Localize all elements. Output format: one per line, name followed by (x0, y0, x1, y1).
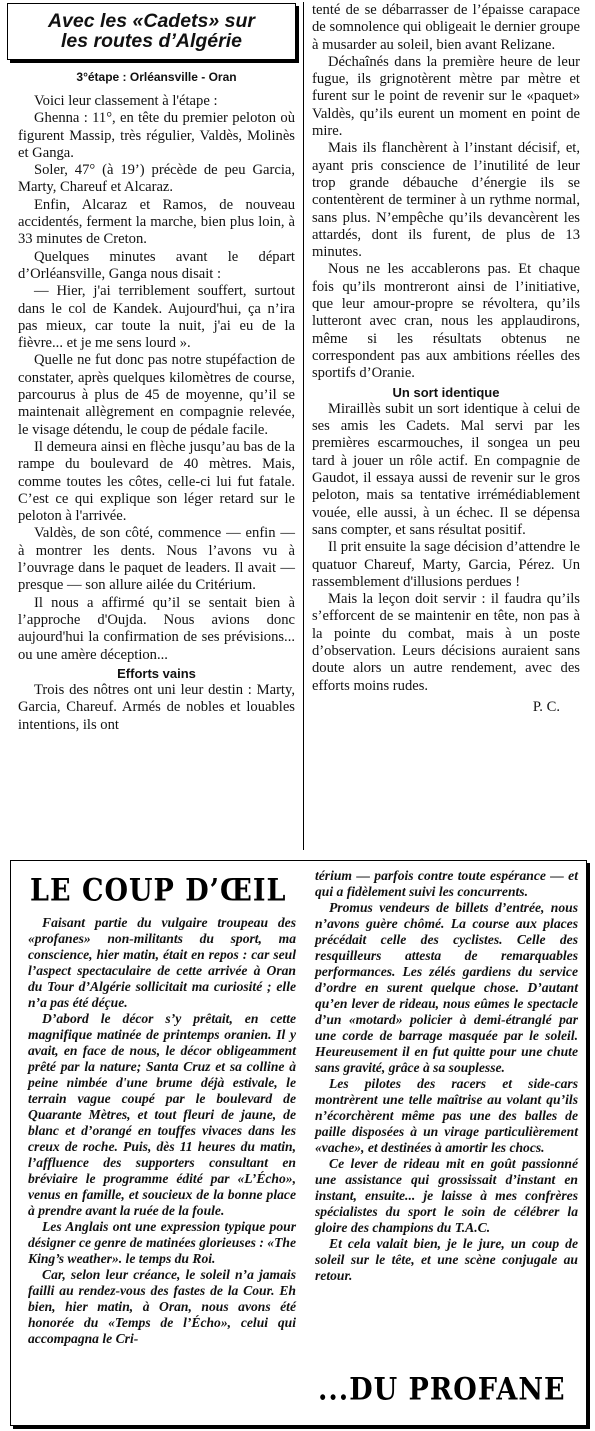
subheading-efforts-vains: Efforts vains (117, 665, 196, 681)
paragraph: Mais ils flanchèrent à l’instant décisif, et, ayant pris conscience de l’inutilité de leur trop grande débauche d’énergie ils se contentèrent de terminer à un rythme normal, sans plus. N’empêche qu’ils devancèrent les attardés, dont ils furent, de plus de 13 minutes. (312, 140, 580, 261)
column-divider (303, 2, 304, 850)
paragraph: Mais la leçon doit servir : il faudra qu’ils s’efforcent de se maintenir en tête, non pas à la pointe du combat, mais à un poste d’observation. Leurs décisions auraient sans doute alors un autre rendement, avec des efforts moins rudes. (312, 591, 580, 694)
paragraph: D’abord le décor s’y prêtait, en cette magnifique matinée de printemps oranien. Il y avait, en face de nous, le décor obligeamment prêté par la nature; Santa Cruz et sa colline à peine nimbée d'une brume déjà estivale, le terrain vague coupé par le boulevard de Quarante Mètres, et tout fleuri de jaune, de blanc et d’orangé en touffes vivaces dans les creux de roche. Puis, dès 11 heures du matin, l’affluence des supporters consultant en bréviaire le programme édité par «L’Écho», venus en famille, et soucieux de la bonne place à prendre avant la ruée de la foule. (28, 1011, 296, 1218)
paragraph: Déchaînés dans la première heure de leur fugue, ils grignotèrent mètre par mètre et furent sur le point de revenir sur le «paquet» Valdès, qu’ils eurent un moment en point de mire. (312, 53, 580, 140)
paragraph: Car, selon leur créance, le soleil n’a jamais failli au rendez-vous des fastes de la Cour. Eh bien, hier matin, à Oran, nous avons été honorée du «Temps de l’Écho», celui qui accompagna le Cri- (28, 1267, 296, 1346)
paragraph: Miraillès subit un sort identique à celui de ses amis les Cadets. Mal servi par les premières escarmouches, il songea un peu tard à jouer un rôle actif. En compagnie de Gaudot, il essaya aussi de revenir sur le gros peloton, mais sa tentative irrémédiablement vouée, elle aussi, à un échec. Il se dépensa sans compter, et sans résultat positif. (312, 400, 580, 538)
subheading-un-sort-identique: Un sort identique (392, 384, 500, 400)
paragraph: Promus vendeurs de billets d’entrée, nous n’avons guère chômé. La course aux places précédait celle des cyclistes. Celle des resquilleurs attesta de remarquables performances. Les zélés gardiens du service d’ordre en surent quelque chose. D’autant qu’en lever de rideau, nous eûmes le spectacle d’un «motard» policier à demi-étranglé par une corde de barrage masquée par le soleil. Heureusement il en fut quitte pour une chute sans gravité, grâce à sa souplesse. (315, 900, 578, 1075)
signature: P. C. (532, 698, 560, 715)
paragraph: Voici leur classement à l'étape : (34, 93, 218, 109)
paragraph: Les pilotes des racers et side-cars montrèrent une telle maîtrise au volant qu’ils n’écorchèrent même pas une des balles de paille disposées à un virage particulièrement «vache», et destinées à amortir les chocs. (315, 1076, 578, 1155)
paragraph: Quelle ne fut donc pas notre stupéfaction de constater, après quelques kilomètres de course, parcourus à plus de 45 de moyenne, qu’il se maintenait allègrement en compagnie relevée, le visage détendu, le coup de pédale facile. (18, 352, 295, 438)
paragraph: Et cela valait bien, je le jure, un coup de soleil sur le tête, et une scène conjugale au retour. (315, 1236, 578, 1283)
article-left-column (18, 93, 295, 734)
paragraph: Quelques minutes avant le départ d’Orléansville, Ganga nous disait : (18, 248, 295, 282)
article-title-box (7, 3, 296, 60)
paragraph: Ghenna : 11°, en tête du premier peloton où figurent Massip, très régulier, Valdès, Molinès et Ganga. (18, 110, 295, 161)
article-title-line-1: Avec les «Cadets» sur (47, 10, 256, 32)
paragraph: tenté de se débarrasser de l’épaisse carapace de somnolence qui obligeait le dernier groupe à musarder au soleil, bien avant Relizane. (312, 2, 580, 53)
article-title-line-2: les routes d’Algérie (61, 30, 242, 52)
coup-doeil-headline: LE COUP D’ŒIL (30, 873, 287, 909)
paragraph: térium — parfois contre toute espérance — et qui a fidèlement suivi les concurrents. (315, 868, 578, 899)
stage-heading: 3°étape : Orléansville - Oran (76, 70, 237, 84)
paragraph: Valdès, de son côté, commence — enfin — à montrer les dents. Nous l’avons vu à l’ouvrage dans le paquet de leaders. Il avait — presque — son allure ailée du Critérium. (18, 525, 295, 594)
coup-doeil-left-column (28, 915, 296, 1347)
paragraph: Faisant partie du vulgaire troupeau des «profanes» non-militants du sport, ma conscience, hier matin, était en repos : car seul l’aspect spectaculaire de cette arrivée à Oran du Tour d’Algérie sollicitait ma curiosité ; elle n’a pas été déçue. (28, 915, 296, 1010)
paragraph: Il nous a affirmé qu’il se sentait bien à l’approche d'Oujda. Nous avions donc aujourd'hui la confirmation de ses prévisions... ou une amère déception... (18, 594, 295, 663)
paragraph: Nous ne les accablerons pas. Et chaque fois qu’ils montreront ainsi de l’initiative, que leur amour-propre se révoltera, qu’ils lutteront avec cran, nous les applaudirons, même si les résultats obtenus ne correspondent pas aux ambitions réelles des sportifs d’Oranie. (312, 261, 580, 382)
paragraph: Il prit ensuite la sage décision d’attendre le quatuor Chareuf, Marty, Garcia, Pérez. Un rassemblement d'illusions perdues ! (312, 539, 580, 590)
article-right-column (312, 2, 580, 716)
paragraph: Soler, 47° (à 19’) précède de peu Garcia, Marty, Chareuf et Alcaraz. (18, 162, 295, 196)
paragraph: Enfin, Alcaraz et Ramos, de nouveau accidentés, ferment la marche, bien plus loin, à 33 minutes de Creton. (18, 196, 295, 248)
paragraph: Les Anglais ont une expression typique pour désigner ce genre de matinées glorieuses : «The King’s weather». le temps du Roi. (28, 1219, 296, 1266)
paragraph: Trois des nôtres ont uni leur destin : Marty, Garcia, Chareuf. Armés de nobles et louables intentions, ils ont (18, 682, 295, 733)
paragraph: Il demeura ainsi en flèche jusqu’au bas de la rampe du boulevard de 40 mètres. Mais, comme toutes les côtes, celle-ci lui fut fatale. C’est ce qui explique son léger retard sur le peloton à l'arrivée. (18, 438, 295, 525)
du-profane-headline: ...DU PROFANE (318, 1372, 566, 1408)
coup-doeil-right-column (315, 868, 578, 1284)
paragraph: — Hier, j'ai terriblement souffert, surtout dans le col de Kandek. Aujourd'hui, ça n’ira pas mieux, car toute la nuit, j'ai eu de la fièvre... et je me sens lourd ». (18, 283, 295, 352)
paragraph: Ce lever de rideau mit en goût passionné une assistance qui grossissait d’instant en instant, ensuite... je laisse à mes confrères spécialistes du sport le soin de célébrer la gloire des champions du T.A.C. (315, 1156, 578, 1235)
